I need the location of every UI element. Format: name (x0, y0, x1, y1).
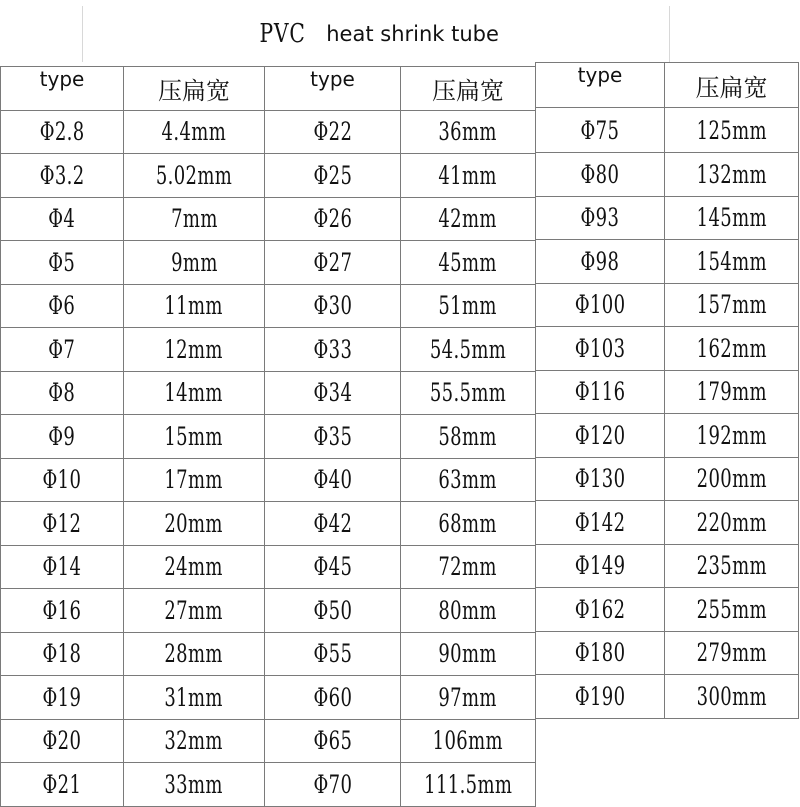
table-row (1, 328, 265, 372)
type-cell (1, 502, 124, 546)
flat-width-cell (401, 676, 536, 720)
type-value: Φ98 (580, 246, 620, 276)
type-cell (536, 327, 665, 371)
type-cell (1, 763, 124, 807)
header-type: type (265, 67, 401, 111)
flat-width-value: 20mm (164, 508, 224, 538)
flat-width-value: 90mm (438, 639, 498, 669)
table-row (1, 545, 265, 589)
type-value: Φ40 (313, 465, 352, 495)
type-value: Φ33 (313, 334, 352, 364)
table-row (265, 241, 536, 285)
flat-width-value: 51mm (438, 291, 498, 321)
type-cell (265, 241, 401, 285)
flat-width-cell (665, 283, 799, 327)
type-value: Φ45 (313, 552, 352, 582)
type-cell (265, 284, 401, 328)
flat-width-value: 54.5mm (429, 334, 507, 364)
flat-width-value: 111.5mm (423, 769, 513, 799)
flat-width-value: 31mm (164, 682, 224, 712)
table-row (536, 631, 799, 675)
type-value: Φ35 (313, 421, 352, 451)
header-row (265, 67, 536, 111)
flat-width-cell (665, 327, 799, 371)
flat-width-cell (665, 544, 799, 588)
size-table-3 (535, 62, 799, 719)
type-value: Φ7 (48, 334, 76, 364)
type-cell (536, 631, 665, 675)
type-cell (265, 458, 401, 502)
table-row (536, 675, 799, 719)
flat-width-value: 179mm (696, 377, 767, 407)
table-row (1, 502, 265, 546)
table-row (536, 108, 799, 153)
type-value: Φ80 (580, 159, 620, 189)
type-cell (1, 110, 124, 154)
flat-width-cell (665, 370, 799, 414)
table-row (265, 371, 536, 415)
flat-width-value: 255mm (696, 594, 767, 624)
flat-width-cell (124, 545, 265, 589)
type-cell (265, 154, 401, 198)
type-value: Φ55 (313, 639, 352, 669)
size-table-1 (0, 66, 265, 807)
flat-width-cell (401, 328, 536, 372)
flat-width-cell (124, 197, 265, 241)
flat-width-cell (401, 197, 536, 241)
header-type: type (536, 63, 665, 108)
flat-width-value: 220mm (696, 507, 767, 537)
type-cell (265, 545, 401, 589)
table-row (1, 197, 265, 241)
type-value: Φ19 (42, 682, 82, 712)
flat-width-cell (401, 763, 536, 807)
flat-width-cell (124, 502, 265, 546)
flat-width-cell (401, 154, 536, 198)
table-row (265, 632, 536, 676)
table-row (265, 719, 536, 763)
type-value: Φ149 (574, 551, 626, 581)
type-cell (536, 544, 665, 588)
type-cell (1, 676, 124, 720)
type-value: Φ190 (574, 681, 626, 711)
table-row (536, 588, 799, 632)
table-row (265, 502, 536, 546)
table-row (265, 154, 536, 198)
type-value: Φ75 (580, 115, 620, 145)
header-type: type (1, 67, 124, 111)
flat-width-cell (401, 632, 536, 676)
type-cell (536, 501, 665, 545)
flat-width-cell (665, 631, 799, 675)
table-row (1, 632, 265, 676)
flat-width-cell (124, 415, 265, 459)
flat-width-cell (665, 108, 799, 153)
flat-width-value: 154mm (696, 246, 767, 276)
type-cell (536, 283, 665, 327)
type-cell (1, 154, 124, 198)
table-row (1, 589, 265, 633)
header-row (536, 63, 799, 108)
flat-width-cell (124, 284, 265, 328)
flat-width-value: 14mm (164, 378, 224, 408)
type-value: Φ8 (48, 378, 76, 408)
type-cell (1, 241, 124, 285)
flat-width-value: 36mm (438, 117, 498, 147)
flat-width-value: 55.5mm (429, 378, 507, 408)
table-row (265, 458, 536, 502)
flat-width-cell (124, 458, 265, 502)
type-cell (536, 153, 665, 197)
type-value: Φ27 (313, 247, 352, 277)
type-value: Φ14 (42, 552, 82, 582)
flat-width-cell (401, 719, 536, 763)
table-row (536, 457, 799, 501)
type-value: Φ142 (574, 507, 626, 537)
table-row (1, 284, 265, 328)
flat-width-cell (124, 763, 265, 807)
type-cell (1, 371, 124, 415)
table-row (1, 719, 265, 763)
flat-width-cell (401, 545, 536, 589)
flat-width-value: 45mm (438, 247, 498, 277)
type-value: Φ3.2 (39, 160, 85, 190)
title-prefix: PVC (259, 19, 306, 49)
flat-width-value: 41mm (438, 160, 498, 190)
type-value: Φ162 (574, 594, 626, 624)
type-cell (265, 719, 401, 763)
flat-width-cell (401, 502, 536, 546)
type-cell (536, 588, 665, 632)
type-value: Φ70 (313, 769, 352, 799)
flat-width-cell (665, 414, 799, 458)
flat-width-value: 63mm (438, 465, 498, 495)
type-cell (536, 240, 665, 284)
flat-width-value: 58mm (438, 421, 498, 451)
flat-width-value: 15mm (164, 421, 224, 451)
flat-width-value: 145mm (696, 203, 767, 233)
type-cell (265, 415, 401, 459)
type-value: Φ18 (42, 639, 82, 669)
table-row (265, 676, 536, 720)
type-cell (536, 370, 665, 414)
type-value: Φ30 (313, 291, 352, 321)
type-value: Φ34 (313, 378, 352, 408)
type-value: Φ25 (313, 160, 352, 190)
type-cell (536, 108, 665, 153)
flat-width-cell (401, 110, 536, 154)
flat-width-value: 106mm (432, 726, 504, 756)
type-cell (1, 719, 124, 763)
table-row (1, 676, 265, 720)
table-row (536, 283, 799, 327)
table-row (1, 763, 265, 807)
type-value: Φ50 (313, 595, 352, 625)
table-row (265, 763, 536, 807)
type-value: Φ10 (42, 465, 82, 495)
flat-width-value: 72mm (438, 552, 498, 582)
flat-width-value: 11mm (164, 291, 224, 321)
flat-width-cell (665, 501, 799, 545)
flat-width-cell (124, 154, 265, 198)
flat-width-value: 5.02mm (155, 160, 233, 190)
type-value: Φ103 (574, 333, 626, 363)
flat-width-value: 42mm (438, 204, 498, 234)
flat-width-value: 235mm (696, 551, 767, 581)
flat-width-value: 97mm (438, 682, 498, 712)
flat-width-value: 28mm (164, 639, 224, 669)
type-cell (1, 328, 124, 372)
type-cell (265, 110, 401, 154)
table-row (1, 154, 265, 198)
type-value: Φ6 (48, 291, 76, 321)
flat-width-value: 7mm (170, 204, 218, 234)
type-value: Φ93 (580, 203, 620, 233)
size-table-2 (264, 66, 536, 807)
flat-width-cell (401, 371, 536, 415)
table-row (536, 196, 799, 240)
table-row (536, 501, 799, 545)
flat-width-value: 27mm (164, 595, 224, 625)
flat-width-value: 9mm (170, 247, 218, 277)
table-row (265, 197, 536, 241)
type-value: Φ42 (313, 508, 352, 538)
flat-width-cell (665, 675, 799, 719)
flat-width-value: 162mm (696, 333, 767, 363)
type-cell (1, 545, 124, 589)
type-cell (1, 632, 124, 676)
flat-width-value: 300mm (696, 681, 767, 711)
flat-width-cell (401, 589, 536, 633)
type-value: Φ12 (42, 508, 82, 538)
flat-width-value: 4.4mm (161, 117, 227, 147)
table-row (265, 415, 536, 459)
flat-width-cell (665, 240, 799, 284)
type-value: Φ26 (313, 204, 352, 234)
table-row (1, 415, 265, 459)
table-row (536, 414, 799, 458)
flat-width-value: 24mm (164, 552, 224, 582)
table-row (265, 328, 536, 372)
type-cell (536, 196, 665, 240)
flat-width-cell (401, 458, 536, 502)
type-value: Φ100 (574, 290, 626, 320)
table-row (265, 110, 536, 154)
flat-width-value: 157mm (696, 290, 767, 320)
flat-width-value: 33mm (164, 769, 224, 799)
type-cell (265, 589, 401, 633)
table-row (536, 327, 799, 371)
flat-width-value: 17mm (164, 465, 224, 495)
flat-width-cell (124, 676, 265, 720)
type-value: Φ20 (42, 726, 82, 756)
flat-width-value: 32mm (164, 726, 224, 756)
flat-width-cell (124, 719, 265, 763)
type-cell (536, 675, 665, 719)
type-value: Φ2.8 (39, 117, 85, 147)
flat-width-value: 279mm (696, 638, 767, 668)
flat-width-cell (401, 415, 536, 459)
flat-width-value: 80mm (438, 595, 498, 625)
flat-width-cell (665, 153, 799, 197)
flat-width-cell (124, 110, 265, 154)
type-value: Φ9 (48, 421, 76, 451)
flat-width-cell (124, 371, 265, 415)
type-cell (265, 676, 401, 720)
type-cell (265, 197, 401, 241)
flat-width-value: 192mm (696, 420, 767, 450)
header-row (1, 67, 265, 111)
type-value: Φ4 (48, 204, 76, 234)
type-cell (265, 502, 401, 546)
flat-width-cell (665, 196, 799, 240)
type-cell (1, 415, 124, 459)
flat-width-value: 68mm (438, 508, 498, 538)
table-row (536, 153, 799, 197)
table-row (1, 110, 265, 154)
header-flat-width: 压扁宽 (124, 67, 265, 111)
flat-width-cell (401, 241, 536, 285)
type-value: Φ16 (42, 595, 82, 625)
header-flat-width: 压扁宽 (401, 67, 536, 111)
type-cell (1, 589, 124, 633)
type-value: Φ116 (574, 377, 626, 407)
header-flat-width: 压扁宽 (665, 63, 799, 108)
table-row (265, 545, 536, 589)
flat-width-cell (665, 457, 799, 501)
flat-width-value: 125mm (696, 115, 767, 145)
type-cell (265, 328, 401, 372)
flat-width-cell (124, 632, 265, 676)
type-cell (265, 632, 401, 676)
table-row (536, 370, 799, 414)
table-row (1, 241, 265, 285)
flat-width-cell (124, 241, 265, 285)
page-title (82, 6, 670, 62)
type-cell (1, 284, 124, 328)
flat-width-value: 132mm (696, 159, 767, 189)
type-cell (265, 371, 401, 415)
flat-width-cell (665, 588, 799, 632)
table-row (265, 284, 536, 328)
type-cell (536, 457, 665, 501)
type-cell (536, 414, 665, 458)
table-row (265, 589, 536, 633)
title-text: heat shrink tube (326, 22, 499, 46)
type-value: Φ60 (313, 682, 352, 712)
type-value: Φ65 (313, 726, 352, 756)
type-value: Φ120 (574, 420, 626, 450)
type-cell (1, 197, 124, 241)
flat-width-cell (401, 284, 536, 328)
flat-width-cell (124, 589, 265, 633)
table-row (1, 371, 265, 415)
table-row (1, 458, 265, 502)
flat-width-value: 200mm (696, 464, 767, 494)
type-value: Φ21 (42, 769, 82, 799)
type-cell (1, 458, 124, 502)
type-value: Φ5 (48, 247, 76, 277)
table-row (536, 544, 799, 588)
type-value: Φ130 (574, 464, 626, 494)
table-row (536, 240, 799, 284)
type-value: Φ180 (574, 638, 626, 668)
flat-width-value: 12mm (164, 334, 224, 364)
type-cell (265, 763, 401, 807)
flat-width-cell (124, 328, 265, 372)
type-value: Φ22 (313, 117, 352, 147)
